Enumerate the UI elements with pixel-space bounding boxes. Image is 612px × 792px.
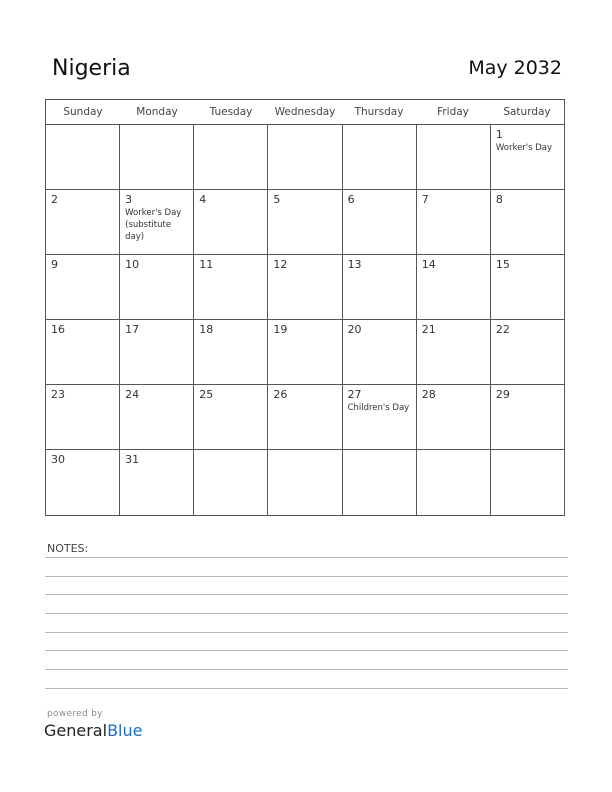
day-number: 22 <box>495 323 510 336</box>
brand-logo[interactable] <box>44 721 142 740</box>
day-cell <box>194 255 268 319</box>
day-cell <box>194 450 268 516</box>
day-cell <box>343 190 417 254</box>
notes-label: NOTES: <box>47 542 89 555</box>
day-cell <box>491 320 564 384</box>
note-line <box>45 688 568 689</box>
day-number: 4 <box>199 193 207 206</box>
week-row <box>46 320 564 385</box>
day-cell <box>417 450 491 516</box>
day-number: 29 <box>495 388 510 401</box>
day-number: 2 <box>51 193 58 206</box>
day-cell <box>491 125 564 189</box>
day-cell <box>120 255 194 319</box>
day-cell <box>46 255 120 319</box>
holiday-label: Worker's Day (substitute day) <box>125 208 182 242</box>
day-number: 21 <box>421 323 436 336</box>
powered-by-text: powered by <box>47 709 103 719</box>
note-line <box>45 669 568 670</box>
holiday-label: Children's Day <box>347 403 410 413</box>
day-cell <box>120 385 194 449</box>
week-row <box>46 255 564 320</box>
day-cell <box>343 320 417 384</box>
day-number: 17 <box>125 323 140 336</box>
note-line <box>45 594 568 595</box>
day-number: 13 <box>347 258 362 271</box>
day-cell <box>491 255 564 319</box>
day-number: 18 <box>199 323 214 336</box>
week-row <box>46 190 564 255</box>
weekday-header-row <box>46 100 564 125</box>
day-cell <box>268 190 342 254</box>
week-row <box>46 125 564 190</box>
note-line <box>45 632 568 633</box>
day-number: 8 <box>495 193 503 206</box>
day-cell <box>268 320 342 384</box>
note-line <box>45 557 568 558</box>
day-number: 15 <box>495 258 510 271</box>
day-number: 14 <box>421 258 436 271</box>
day-cell <box>491 385 564 449</box>
day-number: 31 <box>125 453 140 466</box>
day-cell <box>120 450 194 516</box>
day-cell <box>120 190 194 254</box>
note-line <box>45 576 568 577</box>
day-cell <box>46 125 120 189</box>
day-cell <box>417 190 491 254</box>
day-cell <box>343 255 417 319</box>
day-cell <box>268 125 342 189</box>
day-cell <box>46 385 120 449</box>
weekday-monday: Monday <box>136 106 178 118</box>
day-number: 6 <box>347 193 355 206</box>
day-cell <box>343 125 417 189</box>
day-cell <box>491 450 564 516</box>
brand-name-general: General <box>44 721 108 740</box>
day-number: 16 <box>51 323 65 336</box>
day-cell <box>46 320 120 384</box>
day-number: 28 <box>421 388 436 401</box>
day-cell <box>417 125 491 189</box>
day-cell <box>268 385 342 449</box>
note-line <box>45 650 568 651</box>
day-cell <box>194 385 268 449</box>
holiday-label: Worker's Day <box>495 143 553 153</box>
day-cell <box>268 450 342 516</box>
brand-name-blue: Blue <box>107 721 143 740</box>
weekday-sunday: Sunday <box>63 106 103 118</box>
day-cell <box>120 125 194 189</box>
day-cell <box>343 450 417 516</box>
day-number: 23 <box>51 388 65 401</box>
day-number: 5 <box>273 193 281 206</box>
day-number: 1 <box>495 128 503 141</box>
day-cell <box>194 190 268 254</box>
day-number: 3 <box>125 193 133 206</box>
day-cell <box>268 255 342 319</box>
weekday-thursday: Thursday <box>354 106 404 118</box>
day-cell <box>120 320 194 384</box>
day-cell <box>194 320 268 384</box>
day-number: 11 <box>199 258 214 271</box>
day-number: 7 <box>421 193 429 206</box>
day-number: 19 <box>273 323 288 336</box>
day-cell <box>343 385 417 449</box>
weekday-wednesday: Wednesday <box>274 106 336 118</box>
day-cell <box>46 190 120 254</box>
day-number: 30 <box>51 453 65 466</box>
day-number: 24 <box>125 388 140 401</box>
day-number: 27 <box>347 388 362 401</box>
note-line <box>45 613 568 614</box>
day-number: 9 <box>51 258 58 271</box>
day-number: 12 <box>273 258 288 271</box>
calendar-weeks <box>46 125 564 516</box>
day-number: 10 <box>125 258 140 271</box>
day-number: 26 <box>273 388 288 401</box>
weekday-tuesday: Tuesday <box>209 106 253 118</box>
day-number: 20 <box>347 323 362 336</box>
month-title: May 2032 <box>468 57 562 79</box>
day-cell <box>46 450 120 516</box>
day-cell <box>417 320 491 384</box>
weekday-saturday: Saturday <box>503 106 551 118</box>
day-cell <box>417 255 491 319</box>
week-row <box>46 385 564 450</box>
weekday-friday: Friday <box>437 106 469 118</box>
country-title: Nigeria <box>52 56 131 81</box>
day-cell <box>194 125 268 189</box>
calendar-grid <box>45 99 565 516</box>
day-cell <box>491 190 564 254</box>
day-cell <box>417 385 491 449</box>
day-number: 25 <box>199 388 214 401</box>
week-row <box>46 450 564 516</box>
